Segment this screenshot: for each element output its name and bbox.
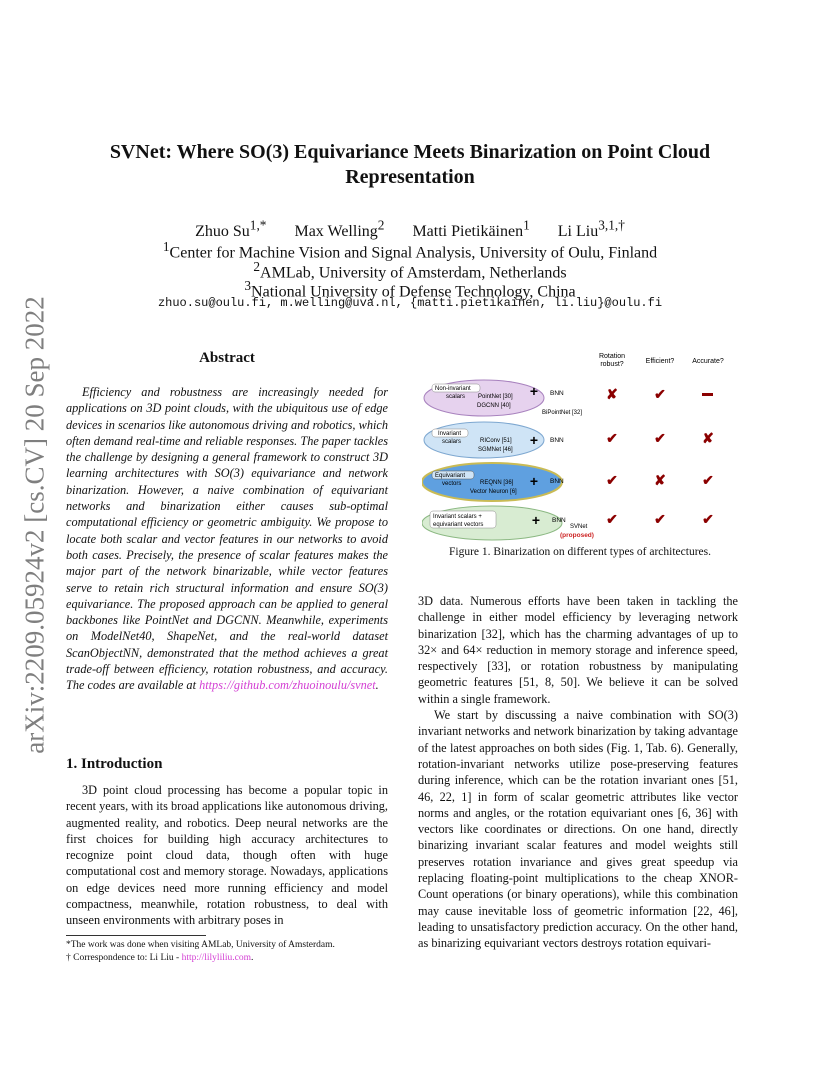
model-label: Vector Neuron [6] (470, 489, 517, 495)
kind-label: Invariant (438, 431, 462, 437)
figure-1 (422, 350, 738, 550)
plus-icon: + (531, 512, 541, 528)
abstract-heading: Abstract (199, 350, 255, 366)
check-icon: ✔ (654, 511, 666, 527)
bnn-label: BNN (550, 478, 564, 485)
model-label: PointNet [30] (478, 394, 513, 400)
check-icon: ✔ (654, 386, 666, 402)
dash-icon (702, 393, 713, 396)
arxiv-identifier: arXiv:2209.05924v2 [cs.CV] 20 Sep 2022 (19, 296, 50, 754)
introduction-body: 3D point cloud processing has become a popular topic in recent years, with its broad applications like autonomous driving, augmented reality, and robotics. Deep neural networks are the first choices for building high accuracy architectures to recognize point cloud data, though often with huge computational cost and memory storage. Nowadays, applications on edge devices need more running efficiency and model compactness, meanwhile, rotation robustness, to deal with unseen environments with arbitrary poses in (66, 783, 388, 928)
paper-title: SVNet: Where SO(3) Equivariance Meets Binarization on Point Cloud Representation (109, 141, 711, 188)
kind-label: vectors (442, 481, 462, 487)
affiliation: $^2$AMLab, University of Amsterdam, Netherlands (253, 259, 567, 282)
kind-label: equivariant vectors (433, 522, 484, 528)
check-icon: ✔ (702, 511, 714, 527)
kind-label: scalars (442, 439, 462, 445)
paragraph: 3D data. Numerous efforts have been taken in tackling the challenge in either model efficiency by leveraging network binarization [32], which has the charming advantages of up to 32× and 64× reduction in memory storage and inference speed, respectively [33], or rotation robustness by manipulating geometric features [51, 8, 50]. We believe it can be solved within a single framework. (418, 594, 738, 706)
figure-caption: Figure 1. Binarization on different types of architectures. (449, 546, 711, 558)
kind-label: Non-invariant (435, 386, 471, 392)
kind-label: Invariant scalars + (433, 514, 482, 520)
right-column-text (418, 593, 738, 952)
code-link[interactable]: https://github.com/zhuoinoulu/svnet (199, 678, 376, 693)
introduction-heading: 1. Introduction (66, 756, 163, 772)
bnn-label: BNN (550, 390, 564, 397)
result-label: BiPointNet [32] (542, 410, 583, 416)
check-icon: ✔ (606, 430, 618, 446)
plus-icon: + (529, 432, 539, 448)
svnet-label: SVNet (570, 524, 588, 530)
author-emails: zhuo.su@oulu.fi, m.welling@uva.nl, {matti.pietikainen, li.liu}@oulu.fi (157, 296, 663, 310)
check-icon: ✔ (702, 472, 714, 488)
footnote-visiting: *The work was done when visiting AMLab, University of Amsterdam. (66, 940, 335, 950)
header-accurate: Accurate? (692, 358, 724, 365)
model-label: SGMNet [46] (478, 447, 513, 453)
footnote-rule (66, 935, 206, 936)
author-name: Matti Pietikäinen$^1$ (412, 218, 530, 241)
kind-label: scalars (446, 394, 466, 400)
paragraph: We start by discussing a naive combination with SO(3) invariant networks and network binarization by taking advantage of the latest approaches on both sides (Fig. 1, Tab. 6). Generally, rotation-invariant networks utilize pose-preserving features during inference, which can be the rotation invariant ones [51, 46, 22, 1] in form of scalar geometric attributes like vector norms and angles, or the rotation equivariant ones [6, 36] with vectors like coordinates or directions. On one hand, directly binarizing invariant scalar features and model weights still preserves rotation invariance and gives great speedup via replacing floating-point multiplications to the cheap XNOR-Count operations (or binary operations), while this combination may cause inevitable loss of geometric information [22, 46], leading to unsatisfactory prediction accuracy. On the other hand, as binarizing equivariant vectors destroys rotation equivari- (418, 708, 738, 951)
cross-icon: ✘ (702, 430, 714, 446)
bnn-label: BNN (552, 517, 566, 524)
model-label: DGCNN [40] (477, 403, 511, 409)
kind-label: Equivariant (435, 473, 466, 479)
check-icon: ✔ (606, 472, 618, 488)
model-label: REQNN [36] (480, 480, 514, 486)
homepage-link[interactable]: http://lilyliliu.com (181, 953, 251, 963)
cross-icon: ✘ (606, 386, 618, 402)
author-name: Max Welling$^2$ (294, 218, 385, 241)
author-name: Li Liu$^{3,1,\dagger}$ (557, 218, 625, 241)
check-icon: ✔ (654, 430, 666, 446)
affiliation: $^1$Center for Machine Vision and Signal Analysis, University of Oulu, Finland (162, 239, 658, 262)
affiliation: $^3$National University of Defense Technology, China (244, 278, 576, 301)
plus-icon: + (529, 383, 539, 399)
cross-icon: ✘ (654, 472, 666, 488)
author-name: Zhuo $Su^{1,*}$ (195, 218, 267, 241)
footnote-correspondence: † Correspondence to: Li Liu - http://lilyliliu.com. (66, 953, 254, 963)
architecture-diagram (422, 350, 738, 550)
model-label: RIConv [51] (480, 438, 512, 444)
header-efficient: Efficient? (645, 358, 675, 365)
bnn-label: BNN (550, 437, 564, 444)
plus-icon: + (529, 473, 539, 489)
abstract-body: Efficiency and robustness are increasingly needed for applications on 3D point clouds, with the ubiquitous use of edge devices in scenarios like autonomous driving and robotics, which often demand real-time and reliable responses. The paper tackles the challenge by designing a general framework to construct 3D learning architectures with SO(3) equivariance and network binarization. However, a naive combination of equivariant networks and binarization either causes sub-optimal computational efficiency or geometric ambiguity. We propose to locate both scalar and vector features in our networks to avoid both cases. Precisely, the presence of scalar features makes the major part of the network binarizable, while vector features serve to retain rich structural information and ensure SO(3) equivariance. The proposed approach can be applied to general backbones like PointNet and DGCNN. Meanwhile, experiments on ModelNet40, ShapeNet, and the real-world dataset ScanObjectNN, demonstrated that the method achieves a great trade-off between efficiency, rotation robustness, and accuracy. The codes are available at https://github.com/zhuoinoulu/svnet. (66, 385, 388, 693)
check-icon: ✔ (606, 511, 618, 527)
header-rotation: Rotation robust? (598, 353, 626, 368)
proposed-label: (proposed) (560, 532, 594, 539)
